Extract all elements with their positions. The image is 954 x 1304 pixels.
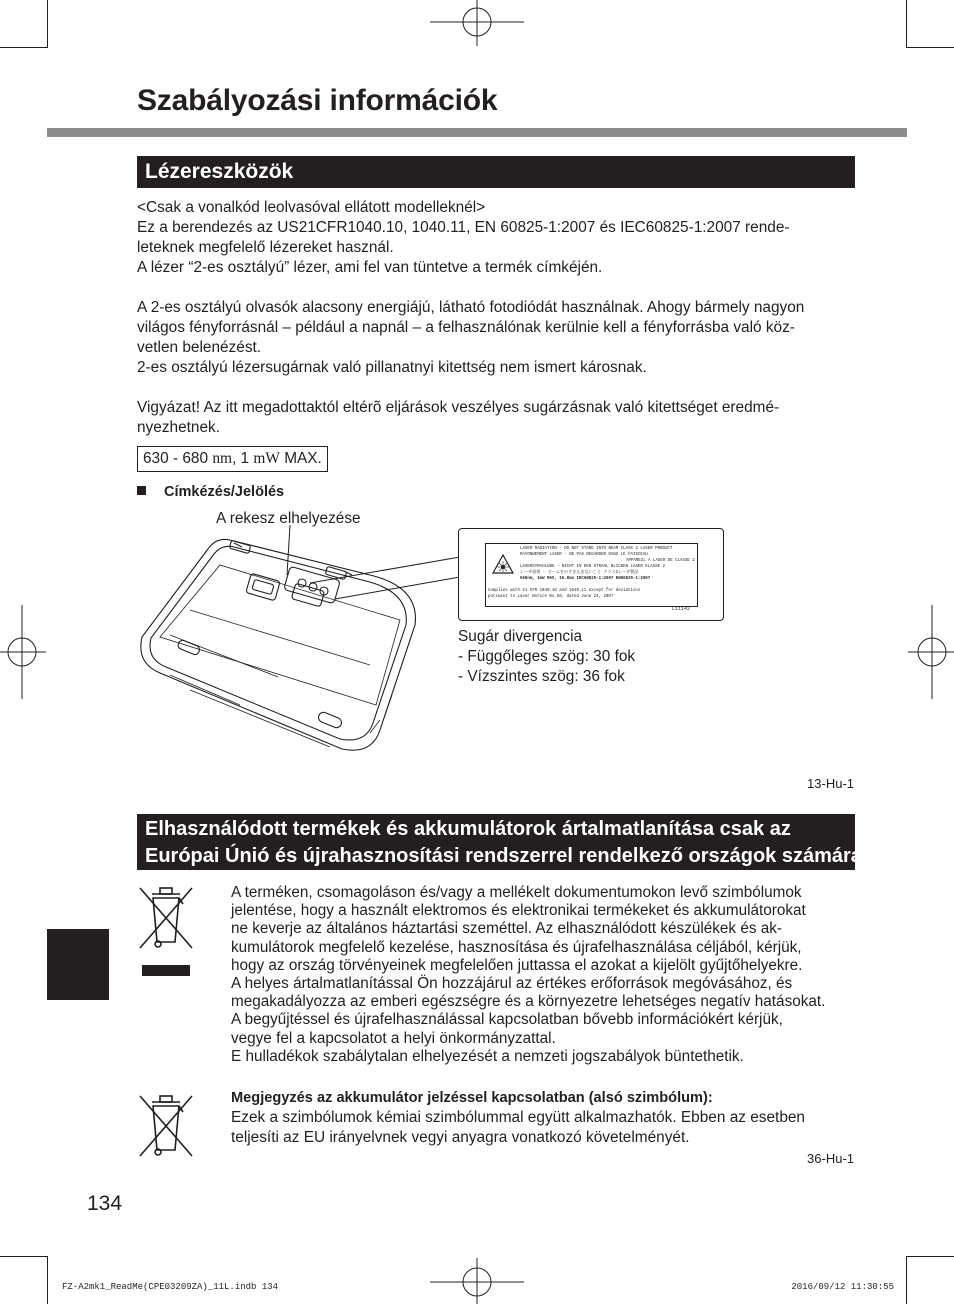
text-line: megakadályozza az emberi egészségre és a környezetre lehetséges negatív hatásokat.: [231, 993, 826, 1011]
text-line: A terméken, csomagoláson és/vagy a mellékelt dokumentumokon levő szimbólumok: [231, 884, 802, 901]
text-line: - Függőleges szög: 30 fok: [458, 648, 636, 665]
spec-suffix: MAX.: [284, 450, 322, 467]
text-line: leteknek megfelelő lézereket használ.: [137, 239, 394, 256]
battery-note: [231, 1088, 855, 1148]
label-line: RAYONNEMENT LASER - NE PAS REGARDER DANS LE FAISCEAU: [520, 553, 648, 557]
disposal-body: [231, 884, 855, 1066]
text-line: E hulladékok szabálytalan elhelyezését a nemzeti jogszabályok büntethetik.: [231, 1047, 744, 1065]
crossed-out-wheelie-bin-icon: [138, 886, 194, 978]
disposal-section-heading: [137, 814, 868, 870]
chapter-side-tab: [47, 929, 109, 1000]
text-line: Ezek a szimbólumok kémiai szimbólummal együtt alkalmazhatók. Ebben az esetben: [231, 1109, 805, 1126]
footer-timestamp: 2016/09/12 11:30:55: [791, 1282, 894, 1292]
aperture-label: A rekesz elhelyezése: [216, 510, 361, 527]
spec-power: , 1: [232, 450, 250, 467]
text-line: <Csak a vonalkód leolvasóval ellátott modelleknél>: [137, 199, 486, 216]
page-number: 134: [87, 1192, 123, 1215]
text-line: A 2-es osztályú olvasók alacsony energiájú, látható fotodiódát használnak. Ahogy bármely nagyon: [137, 299, 805, 316]
laser-section-heading: Lézereszközök: [137, 156, 855, 188]
label-line: APPAREIL A LASER DE CLASSE 2: [626, 559, 695, 563]
laser-ref-code: 13-Hu-1: [807, 776, 854, 791]
label-line: pursuant to Laser Notice No.50, dated June 24, 2007: [488, 595, 614, 599]
text-line: Sugár divergencia: [458, 628, 583, 645]
text-line: jelentése, hogy a használt elektromos és elektronikai termékeket és akkumulátorokat: [231, 902, 806, 920]
text-line: ne keverje az általános háztartási szeméttel. Az elhasználódott készülékek és ak-: [231, 920, 782, 938]
text-line: hogy az ország törvényeinek megfelelően juttassa el azokat a kijelölt gyűjtőhelyekre.: [231, 956, 803, 974]
spec-unit-nm: nm: [212, 450, 232, 467]
spec-unit-mw: mW: [253, 450, 280, 467]
footer-file-info: FZ-A2mk1_ReadMe(CPE03209ZA)_11L.indb 134: [62, 1282, 279, 1292]
text-line: kumulátorok megfelelő kezelése, hasznosítása és újrafelhasználása céljából, kérjük,: [231, 938, 802, 956]
disposal-ref-code: 36-Hu-1: [807, 1151, 854, 1166]
text-line: teljesíti az EU irányelvnek vegyi anyagra vonatkozó követelményét.: [231, 1129, 690, 1146]
label-line: 650nm, 1mW MAX, 16.8ms IEC60825-1:2007 EN60825-1:2007: [520, 577, 651, 581]
label-line: Complies with 21 CFR 1040.10 and 1040.11 except for deviations: [488, 589, 641, 593]
text-line: 2-es osztályú lézersugárnak való pillanatnyi kitettség nem ismert károsnak.: [137, 359, 647, 376]
heading-line: Elhasználódott termékek és akkumulátorok ártalmatlanítása csak az: [145, 818, 791, 840]
text-line: vetlen belenézést.: [137, 339, 262, 356]
heading-line: Európai Únió és újrahasznosítási rendszerrel rendelkező országok számára.: [145, 845, 868, 867]
label-code: L11142: [672, 606, 691, 612]
text-line: vegye fel a kapcsolatot a helyi önkormányzattal.: [231, 1029, 556, 1047]
laser-warning-icon: [492, 554, 514, 574]
title-rule: [47, 128, 907, 137]
text-line: - Vízszintes szög: 36 fok: [458, 668, 625, 685]
crossed-out-wheelie-bin-icon: [138, 1094, 194, 1158]
text-line: Vigyázat! Az itt megadottaktól eltérõ eljárások veszélyes sugárzásnak való kitettséget eredmé-: [137, 399, 780, 416]
label-line: LASER RADIATION - DO NOT STARE INTO BEAM CLASS 2 LASER PRODUCT: [520, 547, 673, 551]
laser-label-inner: [485, 543, 698, 607]
laser-label-outer: [458, 528, 724, 621]
text-line: világos fényforrásnál – például a napnál – a felhasználónak kerülnie kell a fényforrásba való köz-: [137, 319, 795, 336]
text-line: A begyűjtéssel és újrafelhasználással kapcsolatban bővebb információkért kérjük,: [231, 1011, 783, 1029]
laser-intro: [137, 198, 855, 278]
text-line: Ez a berendezés az US21CFR1040.10, 1040.11, EN 60825-1:2007 és IEC60825-1:2007 rende-: [137, 219, 790, 236]
label-line: レーザ放射 - ビームをのぞき込まないこと クラス2レーザ製品: [520, 571, 639, 575]
text-line: A lézer “2-es osztályú” lézer, ami fel van tüntetve a termék címkéjén.: [137, 259, 603, 276]
callout-lines: [300, 555, 470, 615]
laser-spec-box: [137, 446, 328, 472]
text-line: nyezhetnek.: [137, 419, 220, 436]
label-line: LASERSTRAHLUNG - NICHT IN DEN STRAHL BLICKEN LASER KLASSE 2: [520, 565, 665, 569]
page-title: Szabályozási információk: [137, 84, 498, 117]
labeling-heading-text: Címkézés/Jelölés: [164, 484, 285, 500]
spec-range: 630 - 680: [143, 450, 209, 467]
labeling-heading: [137, 484, 284, 500]
square-bullet-icon: [137, 486, 146, 495]
beam-divergence: [458, 627, 635, 687]
laser-caution-text: [137, 398, 855, 438]
text-line: A helyes ártalmatlanítással Ön hozzájárul az értékes erőforrások megóvásához, és: [231, 975, 793, 993]
laser-class2-text: [137, 298, 855, 378]
battery-note-heading: Megjegyzés az akkumulátor jelzéssel kapcsolatban (alsó szimbólum):: [231, 1090, 713, 1106]
